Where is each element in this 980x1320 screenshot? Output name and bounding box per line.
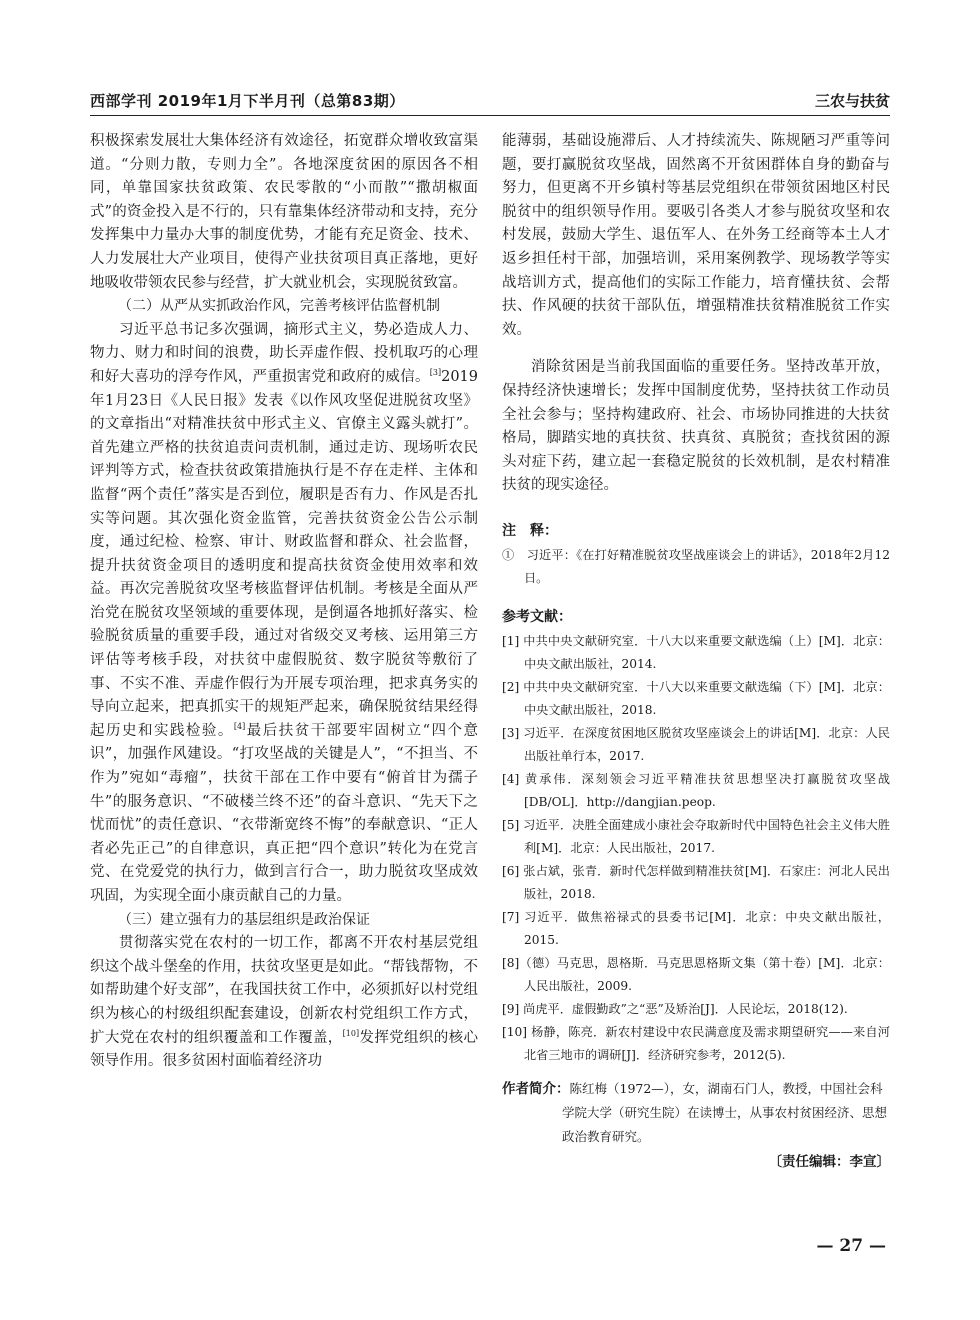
reference-item: [7] 习近平．做焦裕禄式的县委书记[M]．北京：中央文献出版社，2015. bbox=[502, 909, 890, 947]
reference-item: [9] 尚虎平．虚假勤政”之“恶”及矫治[J]．人民论坛，2018(12). bbox=[502, 1001, 848, 1016]
paragraph-conclusion: 消除贫困是当前我国面临的重要任务。坚持改革开放，保持经济快速增长；发挥中国制度优势，坚持扶贫工作动员全社会参与；坚持构建政府、社会、市场协同推进的大扶贫格局，脚踏实地的真扶贫、扶真贫、真脱贫；查找贫困的源头对症下药，建立起一套稳定脱贫的长效机制，是农村精准扶贫的现实途径。 bbox=[502, 359, 890, 494]
responsible-editor: 〔责任编辑：李宣〕 bbox=[768, 1154, 890, 1171]
paragraph-continued-right: 能薄弱，基础设施滞后、人才持续流失、陈规陋习严重等问题，要打赢脱贫攻坚战，固然离不开贫困群体自身的勤奋与努力，但更离不开乡镇村等基层党组织在带领贫困地区村民脱贫中的组织领导作用。要吸引各类人才参与脱贫攻坚和农村发展，鼓励大学生、退伍军人、在外务工经商等本土人才返乡担任村干部，加强培训，采用案例教学、现场教学等实战培训方式，提高他们的实际工作能力，培育懂扶贫、会帮扶、作风硬的扶贫干部队伍，增强精准扶贫精准脱贫工作实效。 bbox=[502, 133, 890, 338]
citation-4: [4] bbox=[233, 722, 246, 732]
header-rule bbox=[90, 115, 890, 116]
notes-title: 注 释： bbox=[502, 522, 558, 539]
author-text: 陈红梅（1972—），女，湖南石门人，教授，中国社会科学院大学（研究生院）在读博士，从事农村贫困经济、思想政治教育研究。 bbox=[562, 1080, 888, 1144]
citation-10: [10] bbox=[342, 1028, 360, 1038]
reference-item: [3] 习近平．在深度贫困地区脱贫攻坚座谈会上的讲话[M]．北京：人民出版社单行本，2017. bbox=[502, 725, 890, 763]
page-number: — 27 — bbox=[816, 1236, 886, 1256]
reference-item: [4] 黄承伟．深刻领会习近平精准扶贫思想坚决打赢脱贫攻坚战[DB/OL]．http://dangjian.peop. bbox=[502, 771, 890, 809]
author-label: 作者简介： bbox=[502, 1080, 570, 1097]
text-segment: 2019年1月23日《人民日报》发表《以作风攻坚促进脱贫攻坚》的文章指出“对精准扶贫中形式主义、官僚主义露头就打”。首先建立严格的扶贫追责问责机制，通过走访、现场听农民评判等方式，检查扶贫政策措施执行是不存在走样、主体和监督“两个责任”落实是否到位，履职是否有力、作风是否扎实等问题。其次强化资金监管，完善扶贫资金公告公示制度，通过纪检、检察、审计、财政监督和群众、社会监督，提升扶贫资金项目的透明度和提高扶贫资金使用效率和效益。再次完善脱贫攻坚考核监督评估机制。考核是全面从严治党在脱贫攻坚领域的重要体现，是倒逼各地抓好落实、检验脱贫质量的重要手段，通过对省级交叉考核、运用第三方评估等考核手段，对扶贫中虚假脱贫、数字脱贫等敷衍了事、不实不准、弄虚作假行为开展专项治理，把求真务实的导向立起来，把真抓实干的规矩严起来，确保脱贫结果经得起历史和实践检验。 bbox=[90, 368, 478, 739]
paragraph-continued: 积极探索发展壮大集体经济有效途径，拓宽群众增收致富渠道。“分则力散，专则力全”。各地深度贫困的原因各不相同，单靠国家扶贫政策、农民零散的“小而散”“撒胡椒面式”的资金投入是不行的，只有靠集体经济带动和支持，充分发挥集中力量办大事的制度优势，才能有充足资金、技术、人力发展壮大产业项目，使得产业扶贫项目真正落地，更好地吸收带领农民参与经营，扩大就业机会，实现脱贫致富。 bbox=[90, 133, 478, 291]
right-column bbox=[502, 130, 890, 1170]
running-header bbox=[90, 88, 890, 114]
section-title: 三农与扶贫 bbox=[814, 92, 890, 110]
reference-item: [10] 杨静，陈亮．新农村建设中农民满意度及需求期望研究——来自河北省三地市的调研[J]．经济研究参考，2012(5). bbox=[502, 1024, 890, 1062]
text-segment: 贯彻落实党在农村的一切工作，都离不开农村基层党组织这个战斗堡垒的作用，扶贫攻坚更是如此。“帮钱帮物，不如帮助建个好支部”，在我国扶贫工作中，必须抓好以村党组织为核心的村级组织配套建设，创新农村党组织工作方式，扩大党在农村的组织覆盖和工作覆盖， bbox=[90, 935, 478, 1046]
author-body bbox=[502, 1077, 890, 1149]
note-item: ① 习近平：《在打好精准脱贫攻坚战座谈会上的讲话》，2018年2月12日。 bbox=[502, 547, 890, 585]
reference-item: [5] 习近平．决胜全面建成小康社会夺取新时代中国特色社会主义伟大胜利[M]．北京：人民出版社，2017. bbox=[502, 817, 890, 855]
text-segment: 发挥党组织的核心领导作用。很多贫困村面临着经济功 bbox=[90, 1029, 478, 1070]
subheading-3: （三）建立强有力的基层组织是政治保证 bbox=[118, 911, 370, 928]
text-segment: 习近平总书记多次强调，摘形式主义，势必造成人力、物力、财力和时间的浪费，助长弄虚作假、投机取巧的心理和好大喜功的浮夸作风，严重损害党和政府的威信。 bbox=[90, 321, 478, 385]
subheading-2: （二）从严从实抓政治作风，完善考核评估监督机制 bbox=[118, 298, 440, 315]
author-info bbox=[502, 1077, 890, 1149]
left-column bbox=[90, 130, 478, 1074]
reference-item: [8]（德）马克思，恩格斯．马克思恩格斯文集（第十卷）[M]．北京：人民出版社，2009. bbox=[502, 955, 890, 993]
reference-item: [2] 中共中央文献研究室．十八大以来重要文献选编（下）[M]．北京：中央文献出版社，2018. bbox=[502, 679, 890, 717]
reference-item: [1] 中共中央文献研究室．十八大以来重要文献选编（上）[M]．北京：中央文献出版社，2014. bbox=[502, 633, 890, 671]
text-segment: 最后扶贫干部要牢固树立“四个意识”，加强作风建设。“打攻坚战的关键是人”，“不担当、不作为”宛如“毒瘤”，扶贫干部在工作中要有“俯首甘为孺子牛”的服务意识、“不破楼兰终不还”的奋斗意识、“先天下之忧而忧”的责任意识、“衣带渐宽终不悔”的奉献意识、“正人者必先正己”的自律意识，真正把“四个意识”转化为在党言党、在党爱党的执行力，做到言行合一，助力脱贫攻坚成效巩固，为实现全面小康贡献自己的力量。 bbox=[90, 722, 478, 904]
citation-3: [3] bbox=[429, 368, 442, 378]
paragraph-political-style bbox=[90, 319, 478, 909]
paragraph-grassroots bbox=[90, 932, 478, 1074]
journal-title: 西部学刊 2019年1月下半月刊（总第83期） bbox=[90, 92, 405, 110]
reference-item: [6] 张占斌，张青．新时代怎样做到精准扶贫[M]．石家庄：河北人民出版社，2018. bbox=[502, 863, 890, 901]
references-title: 参考文献： bbox=[502, 608, 572, 625]
